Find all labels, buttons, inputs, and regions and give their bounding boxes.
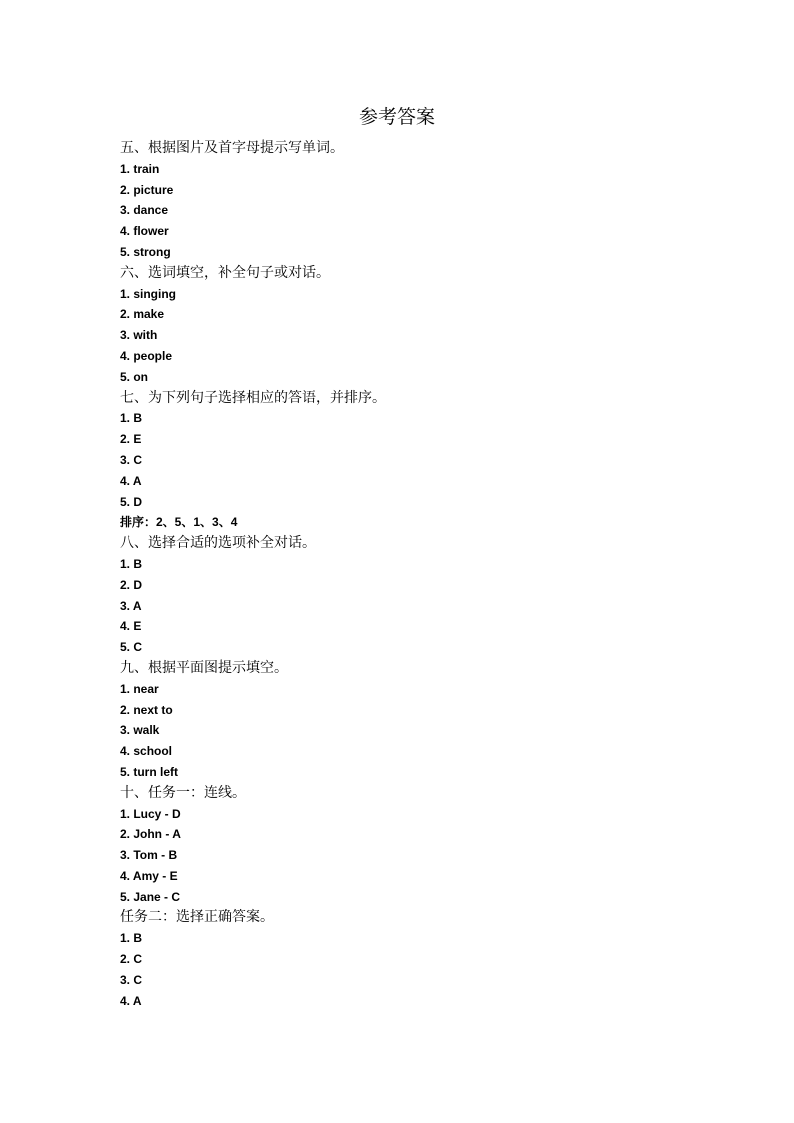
answer-item: 2. D [120, 577, 143, 592]
answer-item: 3. walk [120, 723, 160, 738]
answer-list [120, 138, 760, 1011]
answer-item: 1. near [120, 681, 159, 696]
section-heading: 任务二：选择正确答案。 [120, 909, 274, 926]
answer-item: 2. picture [120, 182, 174, 197]
answer-item: 5. strong [120, 244, 171, 259]
section-heading: 六、选词填空，补全句子或对话。 [120, 264, 330, 281]
answer-item: 3. with [120, 328, 158, 343]
answer-item: 2. next to [120, 702, 173, 717]
answer-item: 5. C [120, 640, 143, 655]
answer-item: 2. John - A [120, 827, 181, 842]
answer-order: 排序：2、5、1、3、4 [120, 515, 238, 530]
answer-item: 3. A [120, 598, 142, 613]
answer-item: 1. singing [120, 286, 177, 301]
answer-item: 4. Amy - E [120, 868, 178, 883]
answer-item: 4. A [120, 473, 142, 488]
answer-item: 1. train [120, 161, 160, 176]
section-heading: 九、根据平面图提示填空。 [120, 659, 288, 676]
answer-item: 3. C [120, 452, 143, 467]
answer-item: 2. C [120, 952, 143, 967]
answer-item: 3. Tom - B [120, 848, 178, 863]
answer-item: 3. dance [120, 203, 169, 218]
answer-item: 5. Jane - C [120, 889, 181, 904]
answer-item: 2. make [120, 307, 165, 322]
answer-item: 5. turn left [120, 764, 179, 779]
answer-item: 1. B [120, 931, 143, 946]
section-heading: 八、选择合适的选项补全对话。 [120, 535, 316, 552]
answer-item: 4. A [120, 993, 142, 1008]
answer-item: 2. E [120, 432, 142, 447]
section-heading: 七、为下列句子选择相应的答语，并排序。 [120, 389, 386, 406]
answer-item: 5. on [120, 369, 149, 384]
page-title: 参考答案 [358, 106, 435, 128]
answer-item: 4. people [120, 348, 173, 363]
answer-item: 4. flower [120, 224, 169, 239]
answer-item: 1. B [120, 411, 143, 426]
answer-item: 4. E [120, 619, 142, 634]
answer-item: 3. C [120, 972, 143, 987]
section-heading: 十、任务一：连线。 [120, 784, 246, 801]
answer-item: 5. D [120, 494, 143, 509]
answer-item: 4. school [120, 744, 173, 759]
section-heading: 五、根据图片及首字母提示写单词。 [120, 140, 344, 156]
answer-item: 1. B [120, 556, 143, 571]
answer-item: 1. Lucy - D [120, 806, 181, 821]
